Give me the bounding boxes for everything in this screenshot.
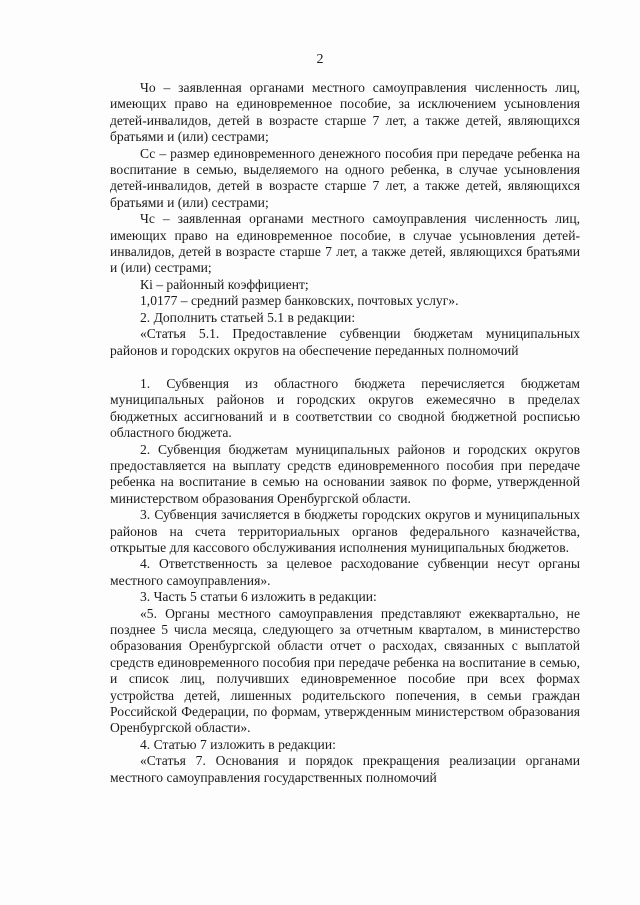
article-6-part-5: «5. Органы местного самоуправления представляют ежеквартально, не позднее 5 числа месяца, следующего за отчетным кварталом, в министерство образования Оренбургской области отчет о расходах, связанных с выплатой средств единовременного пособия при передаче ребенка на воспитание в семью, и список лиц, получивших единовременное пособие при всех формах устройства детей, лишенных родительского попечения, в семьи граждан Российской Федерации, по формам, утвержденным министерством образования Оренбургской области». [110,605,580,736]
spacer [110,359,580,376]
document-body [110,80,580,786]
paragraph-bank-services: 1,0177 – средний размер банковских, почтовых услуг». [140,293,459,309]
paragraph-ki: Кi – районный коэффициент; [140,276,309,292]
article-5-1-item-1: 1. Субвенция из областного бюджета перечисляется бюджетам муниципальных районов и городских округов ежемесячно в пределах бюджетных ассигнований и в соответствии со сводной бюджетной росписью областного бюджета. [110,375,580,441]
article-5-1-item-2: 2. Субвенция бюджетам муниципальных районов и городских округов предоставляется на выплату средств единовременного пособия при передаче ребенка на воспитание в семью на основании заявок по форме, утвержденной министерством образования Оренбургской области. [110,441,580,506]
paragraph-chs: Чс – заявленная органами местного самоуправления численность лиц, имеющих право на единовременное пособие, в случае усыновления детей-инвалидов, детей в возрасте старше 7 лет, а также детей, являющихся братьями и (или) сестрами; [110,211,580,276]
article-5-1-item-4: 4. Ответственность за целевое расходование субвенции несут органы местного самоуправления». [110,556,580,588]
paragraph-ss: Сс – размер единовременного денежного пособия при передаче ребенка на воспитание в семью, выделяемого на одного ребенка, в случае усыновления детей-инвалидов, детей в возрасте старше 7 лет, а также детей, являющихся братьями и (или) сестрами; [110,145,580,210]
article-5-1-item-3: 3. Субвенция зачисляется в бюджеты городских округов и муниципальных районов на счета территориальных органов федерального казначейства, открытые для кассового обслуживания исполнения муниципальных бюджетов. [110,507,580,555]
page-number: 2 [316,52,324,67]
paragraph-amend-2: 2. Дополнить статьей 5.1 в редакции: [140,309,356,325]
paragraph-amend-3: 3. Часть 5 статьи 6 изложить в редакции: [140,589,377,605]
article-5-1-heading: «Статья 5.1. Предоставление субвенции бюджетам муниципальных районов и городских округов на обеспечение переданных полномочий [110,326,580,358]
paragraph-cho: Чо – заявленная органами местного самоуправления численность лиц, имеющих право на единовременное пособие, за исключением усыновления детей-инвалидов, детей в возрасте старше 7 лет, а также детей, являющихся братьями и (или) сестрами; [110,80,580,145]
paragraph-amend-4: 4. Статью 7 изложить в редакции: [140,736,336,752]
article-7-heading: «Статья 7. Основания и порядок прекращения реализации органами местного самоуправления государственных полномочий [110,753,580,785]
